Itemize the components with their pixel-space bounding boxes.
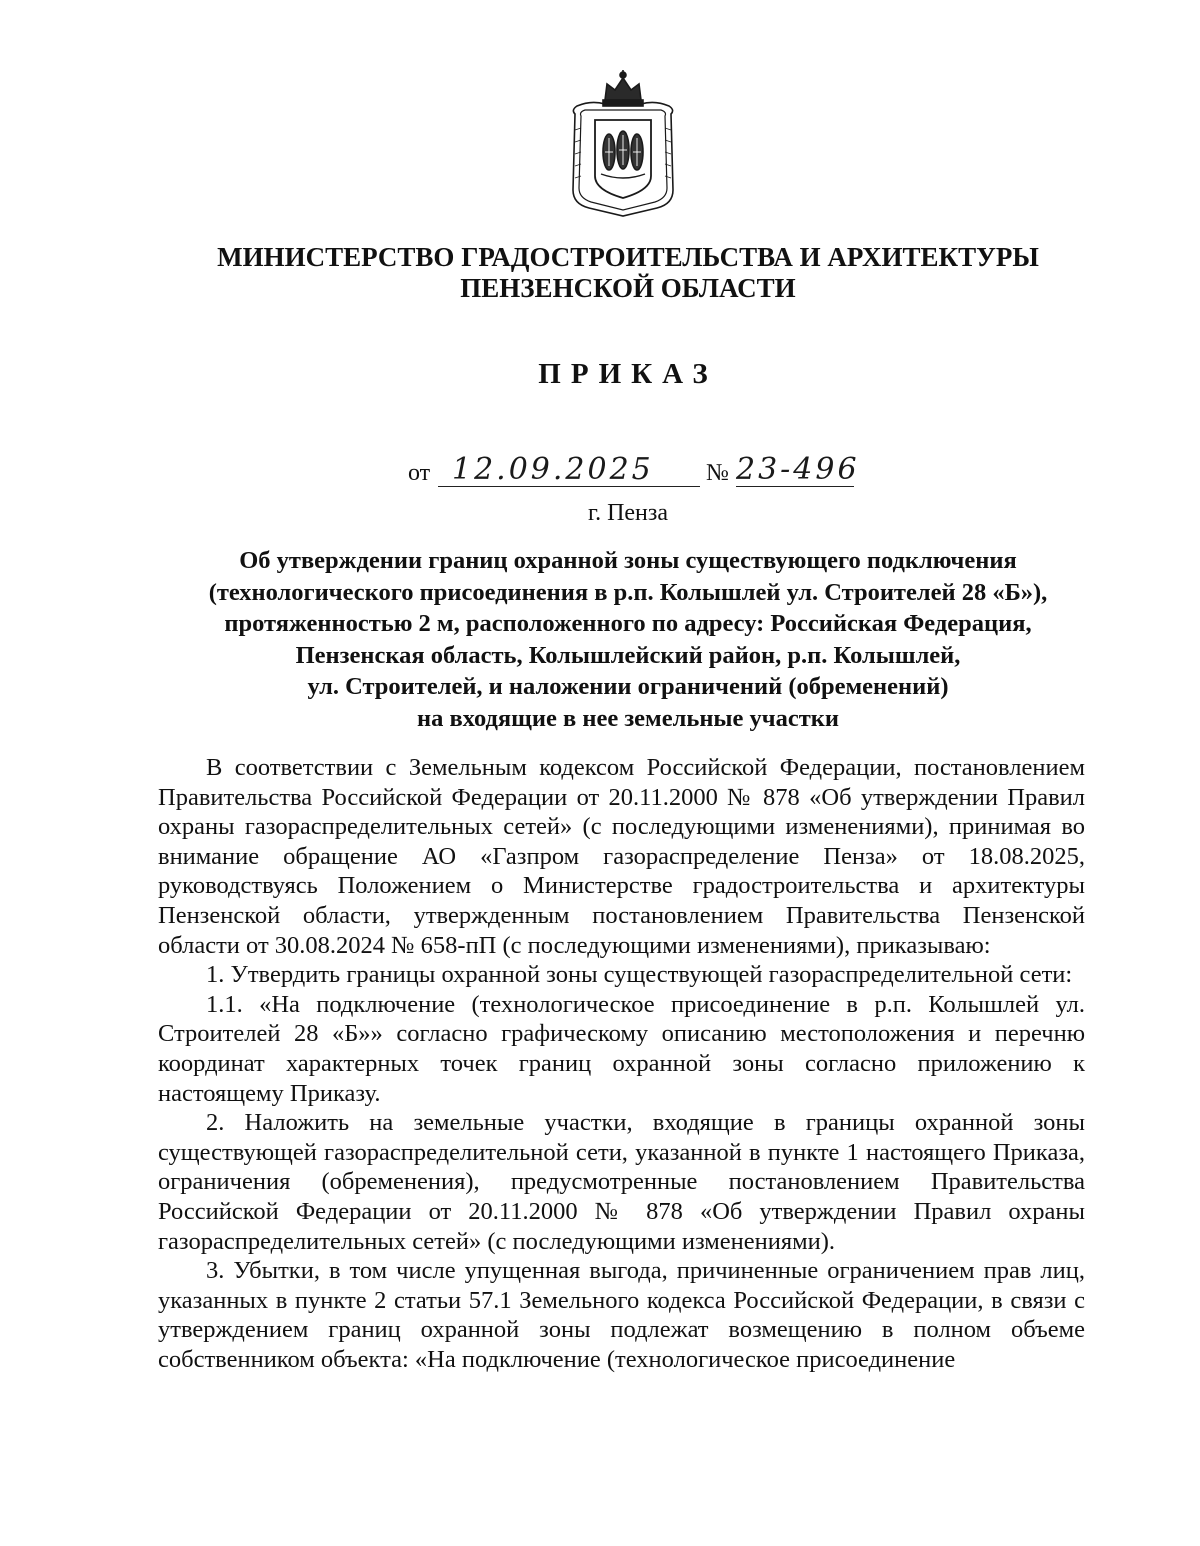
coat-of-arms-emblem [561, 70, 685, 218]
subject-line: (технологического присоединения в р.п. Колышлей ул. Строителей 28 «Б»), [208, 578, 1048, 606]
handwritten-date: 12.09.2025 [452, 452, 654, 487]
ministry-name-line2: ПЕНЗЕНСКОЙ ОБЛАСТИ [460, 273, 796, 303]
clause-1: 1. Утвердить границы охранной зоны существующей газораспределительной сети: [206, 961, 1073, 989]
subject-line: протяженностью 2 м, расположенного по адресу: Российская Федерация, [224, 610, 1032, 637]
subject-line: на входящие в нее земельные участки [416, 704, 840, 732]
clause-2: 2. Наложить на земельные участки, входящие в границы охранной зоны существующей газораспределительной сети, указанной в пункте 1 настоящего Приказа, ограничения (обременения), предусмотренные постановлением Правительства Российской Федерации от 20.11.2000 № 878 «Об утверждении Правил охраны газораспределительных сетей» (с последующими изменениями). [158, 1109, 1085, 1255]
date-from-label: от [408, 460, 431, 486]
subject-line: Об утверждении границ охранной зоны существующего подключения [239, 547, 1017, 574]
preamble-paragraph: В соответствии с Земельным кодексом Российской Федерации, постановлением Правительства Российской Федерации от 20.11.2000 № 878 «Об утверждении Правил охраны газораспределительных сетей» (с последующими изменениями), принимая во внимание обращение АО «Газпром газораспределение Пенза» от 18.08.2025, руководствуясь Положением о Министерстве градостроительства и архитектуры Пензенской области, утвержденным постановлением Правительства Пензенской области от 30.08.2024 № 658-пП (с последующими изменениями), приказываю: [158, 754, 1085, 959]
handwritten-number: 23-496 [736, 452, 860, 487]
city-name: г. Пенза [587, 500, 669, 526]
document-type-title: ПРИКАЗ [538, 358, 718, 390]
order-body [158, 753, 1085, 1374]
order-subject [160, 545, 1096, 734]
clause-1-1: 1.1. «На подключение (технологическое присоединение в р.п. Колышлей ул. Строителей 28 «Б»» согласно графическому описанию местоположения и перечню координат характерных точек границ охранной зоны согласно приложению к настоящему Приказу. [158, 990, 1085, 1107]
ministry-name-line1: МИНИСТЕРСТВО ГРАДОСТРОИТЕЛЬСТВА И АРХИТЕКТУРЫ [217, 242, 1039, 272]
clause-3: 3. Убытки, в том числе упущенная выгода, причиненные ограничением прав лиц, указанных в пункте 2 статьи 57.1 Земельного кодекса Российской Федерации, в связи с утверждением границ охранной зоны подлежат возмещению в полном объеме собственником объекта: «На подключение (технологическое присоединение [158, 1257, 1085, 1373]
subject-line: Пензенская область, Колышлейский район, р.п. Колышлей, [295, 641, 961, 669]
subject-line: ул. Строителей, и наложении ограничений (обременений) [307, 673, 949, 700]
number-label: № [706, 460, 729, 486]
